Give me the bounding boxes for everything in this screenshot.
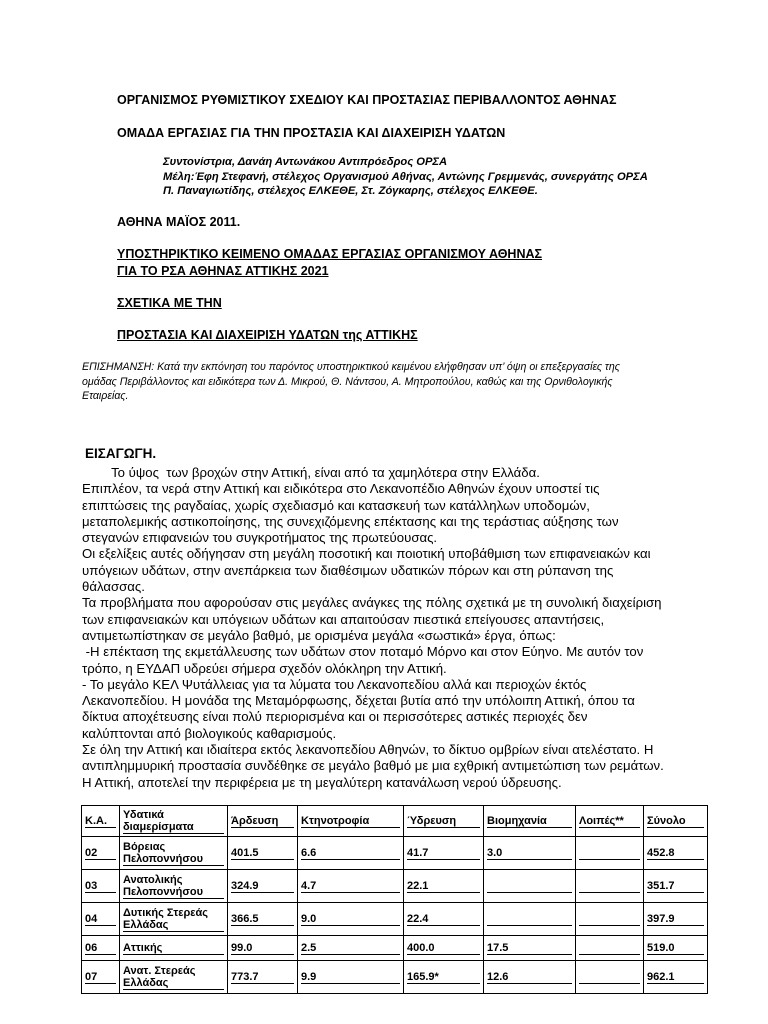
table-row [82, 961, 708, 994]
table-cell [576, 837, 644, 870]
paragraph-line: Η Αττική, αποτελεί την περιφέρεια με τη μεγαλύτερη κατανάλωση νερού ύδρευσης. [82, 774, 562, 790]
table-cell [576, 961, 644, 994]
table-cell: 165.9* [404, 961, 484, 994]
table-cell: 3.0 [484, 837, 576, 870]
table-cell: 22.4 [404, 903, 484, 936]
table-header-row [82, 806, 708, 837]
paragraph-line: - Το μεγάλο ΚΕΛ Ψυτάλλειας για τα λύματα του Λεκανοπεδίου αλλά και περιοχών έκτός [82, 676, 587, 692]
table-cell: 366.5 [228, 903, 298, 936]
note-line: Εταιρείας. [82, 390, 129, 402]
paragraph-line: θάλασσας. [82, 579, 145, 595]
table-cell: 17.5 [484, 936, 576, 961]
introduction-heading: ΕΙΣΑΓΩΓΗ. [85, 446, 157, 461]
table-cell: Ανατ. Στερεάς Ελλάδας [120, 961, 228, 994]
note-line: ομάδας Περιβάλλοντος και ειδικότερα των Δ. Μικρού, Θ. Νάντσου, Α. Μητροπούλου, καθώς και της Ορνιθολογικής [82, 375, 613, 388]
table-cell: 397.9 [644, 903, 708, 936]
paragraph-line: επιπτώσεις της ραγδαίας, χωρίς σχεδιασμό και κατασκευή των κατάλληλων υποδομών, [82, 497, 590, 513]
table-cell: 351.7 [644, 870, 708, 903]
organization-heading: ΟΡΓΑΝΙΣΜΟΣ ΡΥΘΜΙΣΤΙΚΟΥ ΣΧΕΔΙΟΥ ΚΑΙ ΠΡΟΣΤΑΣΙΑΣ ΠΕΡΙΒΑΛΛΟΝΤΟΣ ΑΘΗΝΑΣ [117, 93, 617, 107]
table-cell: 41.7 [404, 837, 484, 870]
working-group-heading: ΟΜΑΔΑ ΕΡΓΑΣΙΑΣ ΓΙΑ ΤΗΝ ΠΡΟΣΤΑΣΙΑ ΚΑΙ ΔΙΑΧΕΙΡΙΣΗ ΥΔΑΤΩΝ [117, 126, 506, 140]
introduction-body [82, 465, 722, 791]
table-cell: 401.5 [228, 837, 298, 870]
header-cell: Κτηνοτροφία [298, 806, 404, 837]
table-cell: 452.8 [644, 837, 708, 870]
table-cell [576, 870, 644, 903]
table-cell: 04 [82, 903, 120, 936]
header-cell: Σύνολο [644, 806, 708, 837]
table-cell: 02 [82, 837, 120, 870]
document-title-line-2: ΓΙΑ ΤΟ ΡΣΑ ΑΘΗΝΑΣ ΑΤΤΙΚΗΣ 2021 [117, 264, 329, 278]
paragraph-line: Σε όλη την Αττική και ιδιαίτερα εκτός λεκανοπεδίου Αθηνών, το δίκτυο ομβρίων είναι ατελέστατο. Η [82, 742, 654, 758]
members-line-2: Π. Παναγιωτίδης, στέλεχος ΕΛΚΕΘΕ, Στ. Ζόγκαρης, στέλεχος ΕΛΚΕΘΕ. [163, 185, 538, 197]
table-cell [484, 870, 576, 903]
document-title-line-1: ΥΠΟΣΤΗΡΙΚΤΙΚΟ ΚΕΙΜΕΝΟ ΟΜΑΔΑΣ ΕΡΓΑΣΙΑΣ ΟΡΓΑΝΙΣΜΟΥ ΑΘΗΝΑΣ [117, 247, 543, 261]
header-cell: Ύδρευση [404, 806, 484, 837]
table-cell: 22.1 [404, 870, 484, 903]
header-cell: Υδατικά διαμερίσματα [120, 806, 228, 837]
table-cell [576, 903, 644, 936]
paragraph-line: Οι εξελίξεις αυτές οδήγησαν στη μεγάλη ποσοτική και ποιοτική υποβάθμιση των επιφανειακών και [82, 546, 651, 562]
table-cell: Ανατολικής Πελοποννήσου [120, 870, 228, 903]
table-cell [576, 936, 644, 961]
header-cell: Κ.Α. [82, 806, 120, 837]
paragraph-line: των επιφανειακών και υπόγειων υδάτων και απαιτούσαν πιεστικά επείγουσες απαντήσεις, [82, 611, 605, 627]
table-cell: Δυτικής Στερεάς Ελλάδας [120, 903, 228, 936]
header-cell: Άρδευση [228, 806, 298, 837]
paragraph-line: στεγανών επιφανειών του συγκροτήματος της πρωτεύουσας. [82, 530, 438, 546]
paragraph-line: Τα προβλήματα που αφορούσαν στις μεγάλες ανάγκες της πόλης σχετικά με τη συνολική διαχείριση [82, 595, 662, 611]
note-line: ΕΠΙΣΗΜΑΝΣΗ: Κατά την εκπόνηση του παρόντος υποστηρικτικού κειμένου ελήφθησαν υπ’ όψη οι επεξεργασίες της [82, 361, 620, 373]
table-cell: 99.0 [228, 936, 298, 961]
paragraph-line: δίκτυα αποχέτευσης είναι πολύ περιορισμένα και οι περισσότερες αστικές περιοχές δεν [82, 709, 588, 725]
table-cell: 06 [82, 936, 120, 961]
paragraph-line: μεταπολεμικής αστικοποίησης, της συνεχιζόμενης επέκτασης και της τεράστιας αύξησης των [82, 513, 619, 529]
paragraph-line: καλύπτονται από βιολογικούς καθαρισμούς. [82, 725, 337, 741]
table-cell [484, 903, 576, 936]
paragraph-line: υπόγειων υδάτων, στην ανεπάρκεια των διαθέσιμων υδατικών πόρων και στη ρύπανση της [82, 562, 614, 578]
table-cell: 324.9 [228, 870, 298, 903]
table-row [82, 936, 708, 961]
subject-line-2: ΠΡΟΣΤΑΣΙΑ ΚΑΙ ΔΙΑΧΕΙΡΙΣΗ ΥΔΑΤΩΝ της ΑΤΤΙΚΗΣ [117, 328, 418, 342]
table-row [82, 837, 708, 870]
header-cell: Λοιπές** [576, 806, 644, 837]
table-cell: 400.0 [404, 936, 484, 961]
members-block [163, 155, 648, 199]
members-line: Μέλη:Έφη Στεφανή, στέλεχος Οργανισμού Αθήνας, Αντώνης Γρεμμενάς, συνεργάτης ΟΡΣΑ [163, 170, 648, 183]
table-row [82, 903, 708, 936]
coordinator-line: Συντονίστρια, Δανάη Αντωνάκου Αντιπρόεδρος ΟΡΣΑ [163, 156, 448, 168]
paragraph-line: Το ύψος των βροχών στην Αττική, είναι από τα χαμηλότερα στην Ελλάδα. [82, 465, 540, 480]
date-heading: ΑΘΗΝΑ ΜΑΪΟΣ 2011. [117, 215, 241, 229]
table-cell: 4.7 [298, 870, 404, 903]
paragraph-line: αντιπλημμυρική προστασία συνδέθηκε σε μεγάλο βαθμό με μια εχθρική αντιμετώπιση των ρεμάτων. [82, 758, 664, 774]
table-cell: 03 [82, 870, 120, 903]
paragraph-line: τρόπο, η ΕΥΔΑΠ υδρεύει σήμερα σχεδόν ολόκληρη την Αττική. [82, 660, 447, 676]
remark-note [82, 360, 682, 404]
table-cell: Αττικής [120, 936, 228, 961]
paragraph-line: Επιπλέον, τα νερά στην Αττική και ειδικότερα στο Λεκανοπέδιο Αθηνών έχουν υποστεί τις [82, 481, 600, 497]
paragraph-line: Λεκανοπεδίου. Η μονάδα της Μεταμόρφωσης, δέχεται βυτία από την υπόλοιπη Αττική, όπου τα [82, 693, 635, 709]
table-cell: 519.0 [644, 936, 708, 961]
paragraph-line: αντιμετωπίστηκαν σε μεγάλο βαθμό, με ορισμένα μεγάλα «σωστικά» έργα, όπως: [82, 627, 556, 643]
table-cell: 2.5 [298, 936, 404, 961]
table-cell: 9.9 [298, 961, 404, 994]
water-consumption-table [81, 805, 708, 994]
table-row [82, 870, 708, 903]
table-cell: 07 [82, 961, 120, 994]
table-cell: 773.7 [228, 961, 298, 994]
table-cell: 6.6 [298, 837, 404, 870]
table-cell: 12.6 [484, 961, 576, 994]
table-cell: Βόρειας Πελοποννήσου [120, 837, 228, 870]
table-cell: 962.1 [644, 961, 708, 994]
subject-line-1: ΣΧΕΤΙΚΑ ΜΕ ΤΗΝ [117, 296, 222, 310]
header-cell: Βιομηχανία [484, 806, 576, 837]
paragraph-line: -Η επέκταση της εκμετάλλευσης των υδάτων στον ποταμό Μόρνο και στον Εύηνο. Με αυτόν τον [82, 644, 644, 660]
table-cell: 9.0 [298, 903, 404, 936]
